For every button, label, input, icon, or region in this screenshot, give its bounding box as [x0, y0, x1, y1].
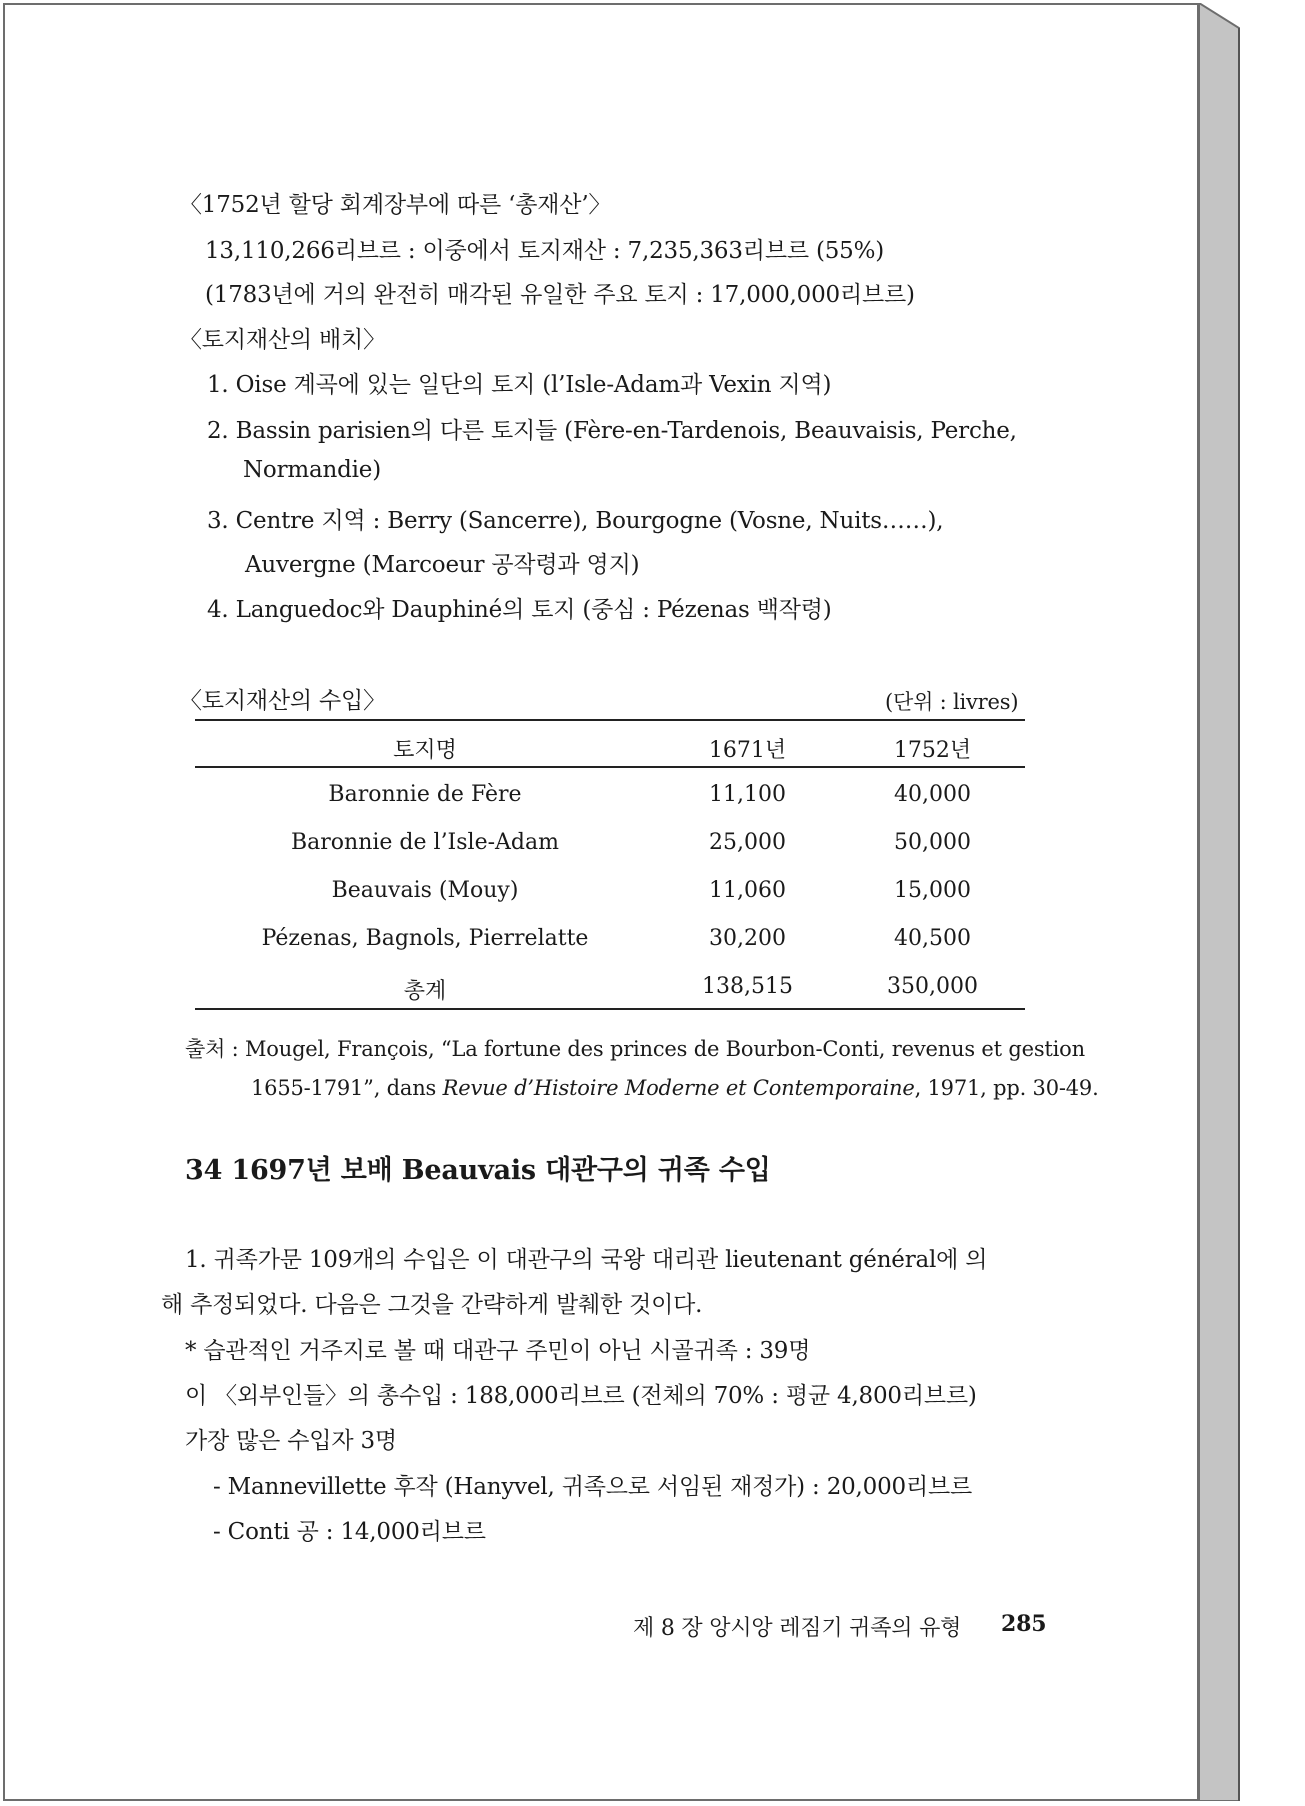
total-assets-title: 〈1752년 할당 회계장부에 따른 ‘총재산’〉: [179, 192, 612, 218]
land-item-1: 1. Oise 계곡에 있는 일단의 토지 (l’Isle-Adam과 Vexin 지역): [207, 372, 832, 398]
top-earners-line: 가장 많은 수입자 3명: [185, 1428, 397, 1454]
table-header-rule: [195, 766, 1025, 768]
chapter-title: 제 8 장 앙시앙 레짐기 귀족의 유형: [633, 1616, 962, 1641]
paragraph-line-2: 해 추정되었다. 다음은 그것을 간략하게 발췌한 것이다.: [161, 1292, 703, 1318]
outsiders-income-line: 이 〈외부인들〉의 총수입 : 188,000리브르 (전체의 70% : 평균 4,800리브르): [185, 1383, 977, 1409]
earner-1: - Mannevillette 후작 (Hanyvel, 귀족으로 서임된 재정가) : 20,000리브르: [213, 1474, 973, 1500]
source-citation-cont: 1655-1791”, dans Revue d’Histoire Moderne et Contemporaine, 1971, pp. 30-49.: [251, 1076, 1099, 1100]
table-row-1-1752: 40,000: [894, 782, 971, 807]
table-top-rule: [195, 719, 1025, 721]
income-table-unit: (단위 : livres): [885, 690, 1019, 714]
land-distribution-title: 〈토지재산의 배치〉: [179, 327, 386, 353]
section-heading: 34 1697년 보배 Beauvais 대관구의 귀족 수입: [185, 1155, 771, 1186]
table-row-3-land: Beauvais (Mouy): [331, 878, 519, 903]
table-row-4-1752: 40,500: [894, 926, 971, 951]
book-page: [3, 3, 1199, 1801]
table-total-1752: 350,000: [887, 974, 978, 999]
table-header-land: 토지명: [393, 738, 457, 763]
table-header-1752: 1752년: [893, 738, 972, 763]
table-row-4-1671: 30,200: [709, 926, 786, 951]
land-item-2: 2. Bassin parisien의 다른 토지들 (Fère-en-Tardenois, Beauvaisis, Perche,: [207, 418, 1017, 444]
table-total-1671: 138,515: [702, 974, 793, 999]
paragraph-line-1: 1. 귀족가문 109개의 수입은 이 대관구의 국왕 대리관 lieutenant général에 의: [185, 1247, 988, 1273]
land-item-2-cont: Normandie): [243, 457, 381, 483]
earner-2: - Conti 공 : 14,000리브르: [213, 1519, 486, 1545]
land-item-4: 4. Languedoc와 Dauphiné의 토지 (중심 : Pézenas 백작령): [207, 597, 832, 623]
bullet-line: * 습관적인 거주지로 볼 때 대관구 주민이 아닌 시골귀족 : 39명: [185, 1338, 811, 1364]
table-row-4-land: Pézenas, Bagnols, Pierrelatte: [261, 926, 589, 951]
table-row-2-1752: 50,000: [894, 830, 971, 855]
table-row-1-1671: 11,100: [709, 782, 786, 807]
journal-title: Revue d’Histoire Moderne et Contemporaine: [442, 1076, 915, 1100]
table-bottom-rule: [195, 1008, 1025, 1010]
table-row-3-1752: 15,000: [894, 878, 971, 903]
table-row-3-1671: 11,060: [709, 878, 786, 903]
page-number: 285: [1001, 1611, 1047, 1637]
table-header-1671: 1671년: [708, 738, 787, 763]
book-spine-edge: [1199, 3, 1251, 1801]
table-total-label: 총계: [403, 979, 447, 1004]
table-row-1-land: Baronnie de Fère: [328, 782, 522, 807]
table-row-2-land: Baronnie de l’Isle-Adam: [291, 830, 559, 855]
income-table-title: 〈토지재산의 수입〉: [179, 688, 386, 714]
sold-land-line: (1783년에 거의 완전히 매각된 유일한 주요 토지 : 17,000,000리브르): [205, 282, 915, 308]
source-citation: 출처 : Mougel, François, “La fortune des princes de Bourbon-Conti, revenus et gestion: [185, 1037, 1085, 1061]
total-assets-line: 13,110,266리브르 : 이중에서 토지재산 : 7,235,363리브르 (55%): [205, 238, 885, 264]
land-item-3-cont: Auvergne (Marcoeur 공작령과 영지): [245, 552, 640, 578]
land-item-3: 3. Centre 지역 : Berry (Sancerre), Bourgogne (Vosne, Nuits……),: [207, 508, 944, 534]
table-row-2-1671: 25,000: [709, 830, 786, 855]
